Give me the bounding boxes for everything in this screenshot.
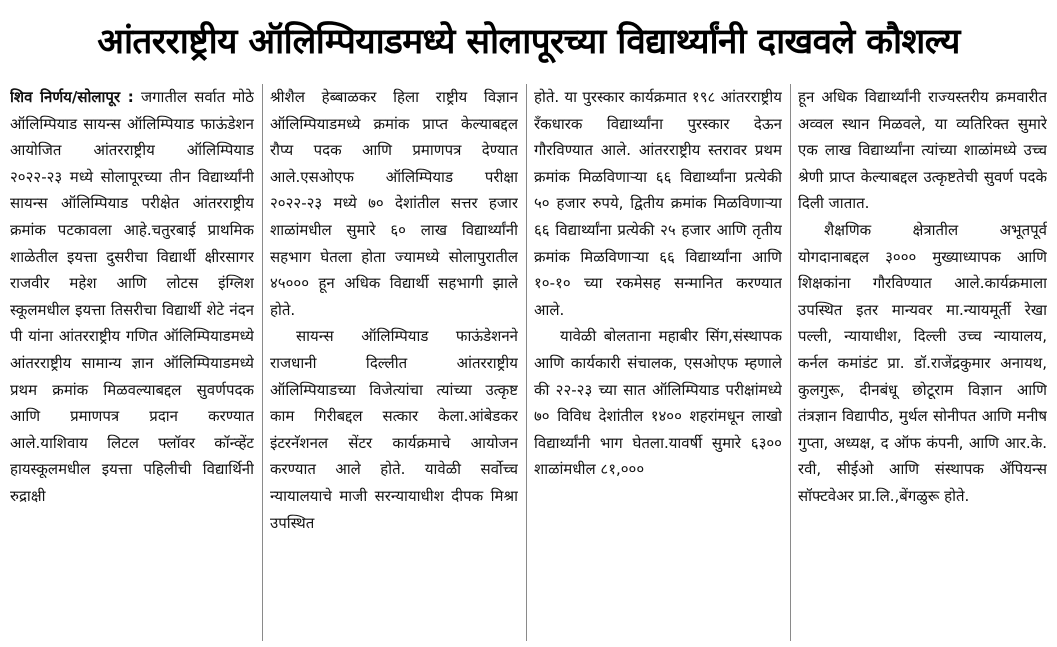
paragraph: सायन्स ऑलिम्पियाड फाऊंडेशनने राजधानी दिल्लीत आंतरराष्ट्रीय ऑलिम्पियाडच्या विजेत्यांचा त्यांच्या उत्कृष्ट काम गिरीबद्दल सत्कार केला.आंबेडकर इंटरनॅशनल सेंटर कार्यक्रमाचे आयोजन करण्यात आले होते. यावेळी सर्वोच्च न्यायालयाचे माजी सरन्यायाधीश दीपक मिश्रा उपस्थित [270, 327, 518, 532]
paragraph: होते. या पुरस्कार कार्यक्रमात १९८ आंतरराष्ट्रीय रँकधारक विद्यार्थ्यांना पुरस्कार देऊन गौरविण्यात आले. आंतरराष्ट्रीय स्तरावर प्रथम क्रमांक मिळविणाऱ्या ६६ विद्यार्थ्यांना प्रत्येकी ५० हजार रुपये, द्वितीय क्रमांक मिळविणाऱ्या ६६ विद्यार्थ्यांना प्रत्येकी २५ हजार आणि तृतीय क्रमांक मिळविणाऱ्या ६६ विद्यार्थ्यांना आणि १०-१० च्या रकमेसह सन्मानित करण्यात आले. [534, 88, 782, 319]
article-body [8, 84, 1049, 641]
paragraph: हून अधिक विद्यार्थ्यांनी राज्यस्तरीय क्रमवारीत अव्वल स्थान मिळवले, या व्यतिरिक्त सुमारे एक लाख विद्यार्थ्यांना त्यांच्या शाळांमध्ये उच्च श्रेणी प्राप्त केल्याबद्दल उत्कृष्टतेची सुवर्ण पदके दिली जातात. [798, 88, 1047, 213]
article-column-2 [270, 84, 518, 641]
paragraph: शैक्षणिक क्षेत्रातील अभूतपूर्व योगदानाबद्दल ३००० मुख्याध्यापक आणि शिक्षकांना गौरविण्यात आले.कार्यक्रमाला उपस्थित इतर मान्यवर मा.न्यायमूर्ती रेखा पल्ली, न्यायाधीश, दिल्ली उच्च न्यायालय, कर्नल कमांडंट प्रा. डॉ.राजेंद्रकुमार अनायथ, कुलगुरू, दीनबंधू छोटूराम विज्ञान आणि तंत्रज्ञान विद्यापीठ, मुर्थल सोनीपत आणि मनीष गुप्ता, अध्यक्ष, द ऑफ कंपनी, आणि आर.के. रवी, सीईओ आणि संस्थापक ॲपियन्स सॉफ्टवेअर प्रा.लि.,बेंगळुरू होते. [798, 220, 1047, 505]
column-divider [526, 84, 527, 641]
paragraph-text: जगातील सर्वात मोठे ऑलिम्पियाड सायन्स ऑलिम्पियाड फाऊंडेशन आयोजित आंतरराष्ट्रीय ऑलिम्पियाड २०२२-२३ मध्ये सोलापूरच्या तीन विद्यार्थ्यांनी सायन्स ऑलिम्पियाड परीक्षेत आंतरराष्ट्रीय क्रमांक पटकावला आहे.चतुरबाई प्राथमिक शाळेतील इयत्ता दुसरीचा विद्यार्थी क्षीरसागर राजवीर महेश आणि लोटस इंग्लिश स्कूलमधील इयत्ता तिसरीचा विद्यार्थी शेटे नंदन पी यांना आंतरराष्ट्रीय गणित ऑलिम्पियाडमध्ये आंतरराष्ट्रीय सामान्य ज्ञान ऑलिम्पियाडमध्ये प्रथम क्रमांक मिळवल्याबद्दल सुवर्णपदक आणि प्रमाणपत्र प्रदान करण्यात आले.याशिवाय लिटल फ्लॉवर कॉन्व्हेंट हायस्कूलमधील इयत्ता पहिलीची विद्यार्थिनी रुद्राक्षी [10, 88, 254, 505]
column-divider [790, 84, 791, 641]
paragraph [10, 84, 254, 510]
article-column-1 [10, 84, 254, 641]
paragraph: यावेळी बोलताना महाबीर सिंग,संस्थापक आणि कार्यकारी संचालक, एसओएफ म्हणाले की २२-२३ च्या सात ऑलिम्पियाड परीक्षांमध्ये ७० विविध देशांतील १४०० शहरांमधून लाखो विद्यार्थ्यांनी भाग घेतला.यावर्षी सुमारे ६३०० शाळांमधील ८१,००० [534, 327, 782, 479]
article-column-3 [534, 84, 782, 641]
column-divider [262, 84, 263, 641]
paragraph: श्रीशैल हेब्बाळकर हिला राष्ट्रीय विज्ञान ऑलिम्पियाडमध्ये क्रमांक प्राप्त केल्याबद्दल रौप्य पदक आणि प्रमाणपत्र देण्यात आले.एसओएफ ऑलिम्पियाड परीक्षा २०२२-२३ मध्ये ७० देशांतील सत्तर हजार शाळांमधील सुमारे ६० लाख विद्यार्थ्यांनी सहभाग घेतला होता ज्यामध्ये सोलापुरातील ४५००० हून अधिक विद्यार्थी सहभागी झाले होते. [270, 88, 518, 319]
dateline: शिव निर्णय/सोलापूर : [10, 88, 134, 106]
article-column-4 [798, 84, 1047, 641]
article-headline: आंतरराष्ट्रीय ऑलिम्पियाडमध्ये सोलापूरच्या विद्यार्थ्यांनी दाखवले कौशल्य [97, 22, 960, 62]
